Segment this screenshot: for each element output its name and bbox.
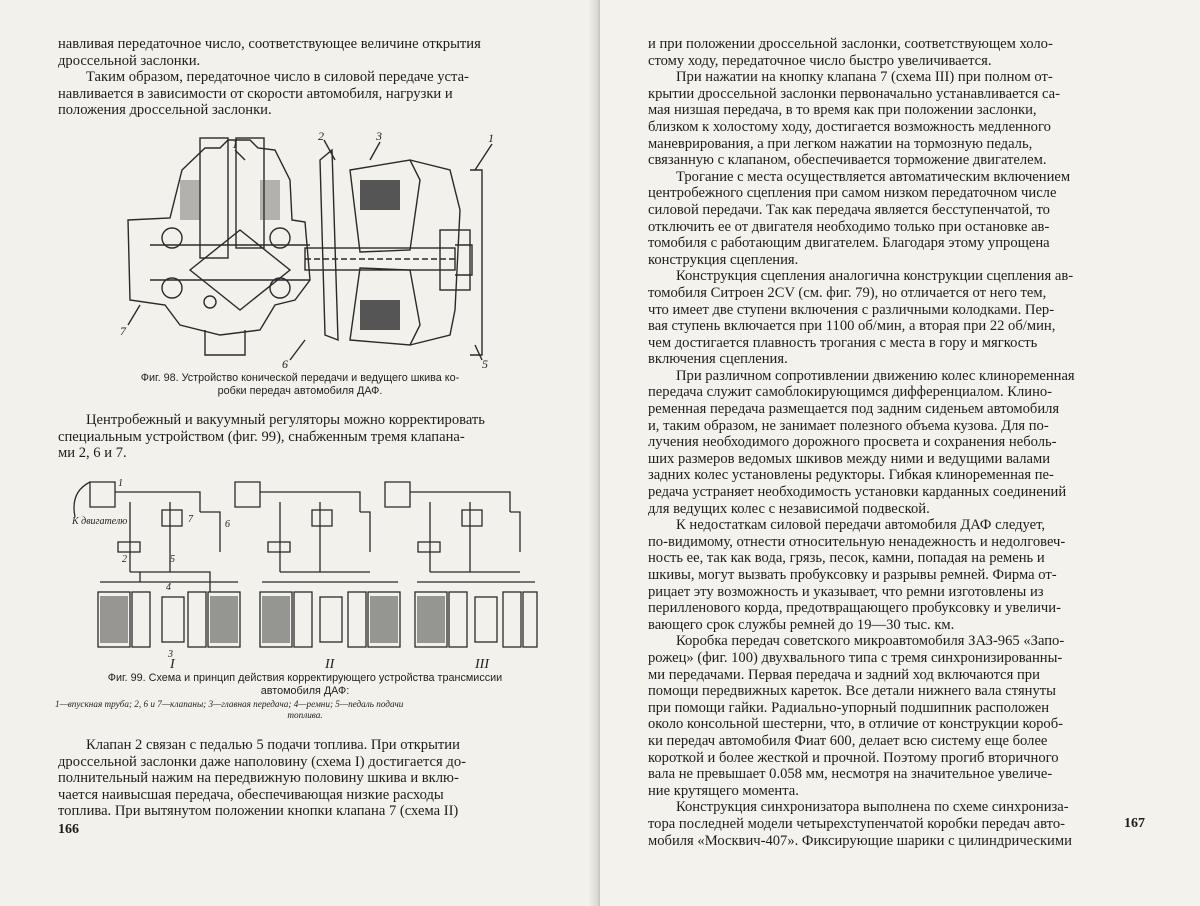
figure-99-legend [55, 699, 555, 721]
text-line: вая ступень включается при 1100 об/мин, а вторая при 22 об/мин, [648, 318, 1056, 335]
legend-line: топлива. [287, 710, 323, 720]
text-line: мая низшая передача, в то время как при положении заслонки, [648, 102, 1037, 119]
text-line: стому ходу, передаточное число быстро увеличивается. [648, 52, 992, 69]
text-line: ми 2, 6 и 7. [58, 445, 127, 462]
fig99-label-4: 4 [166, 582, 171, 593]
figure-99-caption [55, 672, 555, 697]
text-line: передача служит самоблокирующимся дифференциалом. Клино- [648, 384, 1053, 401]
text-line: мобиля «Москвич-407». Фиксирующие шарики с цилиндрическими [648, 832, 1072, 849]
text-line: ших размеров ведомых шкивов между ними и ведущими валами [648, 450, 1051, 467]
text-line: Клапан 2 связан с педалью 5 подачи топлива. При открытии [86, 737, 460, 753]
text-line: положения дроссельной заслонки. [58, 102, 272, 119]
text-line: и, таким образом, не занимает полезного объема кузова. Для по- [648, 417, 1049, 434]
text-line: силовой передачи. Так как передача является бесступенчатой, то [648, 201, 1050, 218]
fig99-scheme-III: III [475, 657, 489, 672]
text-line: шкивы, могут вызвать пробуксовку и разрывы ремней. Фирма от- [648, 567, 1057, 583]
fig99-label-6: 6 [225, 519, 230, 530]
figure-99-diagram [70, 472, 540, 672]
right-page-text [648, 36, 1154, 849]
fig99-label-7: 7 [188, 514, 193, 525]
fig99-label-3: 3 [168, 649, 173, 660]
text-line: Конструкция сцепления аналогична конструкции сцепления ав- [676, 268, 1074, 285]
text-line: Коробка передач советского микроавтомобиля ЗАЗ-965 «Запо- [676, 633, 1065, 650]
figure-98-caption [90, 372, 510, 397]
text-line: ность ее, так как вода, грязь, песок, камни, попадая на ремень и [648, 550, 1045, 567]
text-line: При различном сопротивлении движению колес клиноременная [676, 367, 1075, 384]
fig98-label-7: 7 [120, 324, 126, 338]
text-line: Трогание с места осуществляется автоматическим включением [676, 168, 1071, 185]
figure-98-drawing [110, 130, 500, 370]
fig98-label-2: 2 [318, 130, 324, 143]
text-line: вала не превышает 0.058 мм, несмотря на значительное увеличе- [648, 766, 1053, 783]
left-paragraph-1 [58, 36, 554, 119]
text-line: лучения необходимого дорожного просвета и сохранения неболь- [648, 434, 1057, 451]
text-line: топлива. При вытянутом положении кнопки клапана 7 (схема II) [58, 803, 459, 820]
text-line: дроссельной заслонки даже наполовину (схема I) достигается до- [58, 753, 466, 770]
text-line: короткой и более жесткой и прочной. Поэтому прогиб вторичного [648, 749, 1059, 766]
legend-line: 1—впускная труба; 2, 6 и 7—клапаны; 3—главная передача; 4—ремни; 5—педаль подачи [55, 699, 404, 709]
text-line: около консольной шестерни, что, в отличие от конструкции короб- [648, 716, 1064, 733]
text-line: и при положении дроссельной заслонки, соответствующем холо- [648, 36, 1053, 52]
fig98-label-5: 5 [482, 357, 488, 370]
text-line: ременная передача размещается под задним сиденьем автомобиля [648, 401, 1060, 418]
fig98-label-3: 3 [376, 130, 382, 143]
text-line: конструкция сцепления. [648, 251, 799, 268]
fig99-label-2: 2 [122, 554, 127, 565]
text-line: тора последней модели четырехступенчатой коробки передач авто- [648, 815, 1065, 832]
text-line: маневрирования, а при легком нажатии на тормозную педаль, [648, 135, 1033, 152]
text-line: Конструкция синхронизатора выполнена по схеме синхрониза- [676, 799, 1069, 816]
text-line: центробежного сцепления при самом низком передаточном числе [648, 185, 1057, 202]
text-line: ние крутящего момента. [648, 782, 799, 799]
text-line: перилленового корда, предотвращающего пробуксовку и увеличи- [648, 600, 1061, 617]
fig99-scheme-I: I [170, 657, 175, 672]
text-line: чается наивысшая передача, обеспечивающая низкие расходы [58, 786, 444, 803]
text-line: рожец» (фиг. 100) двухвального типа с тремя синхронизированны- [648, 649, 1063, 666]
text-line: при помощи гайки. Радиально-упорный подшипник расположен [648, 699, 1050, 716]
text-line: полнительный нажим на передвижную половину шкива и вклю- [58, 770, 459, 787]
text-line: рицает эту возможность и указывает, что ремни изготовлены из [648, 583, 1044, 600]
text-line: дроссельной заслонки. [58, 52, 201, 69]
text-line: Таким образом, передаточное число в силовой передаче уста- [86, 69, 469, 86]
fig98-label-1: 1 [232, 137, 238, 151]
left-page [0, 0, 598, 906]
fig99-scheme-II: II [325, 657, 335, 672]
text-line: чем достигается плавность трогания с места в гору и мягкость [648, 334, 1038, 351]
caption-line: автомобиля ДАФ: [260, 684, 350, 697]
text-line: томобиля с работающим двигателем. Благодаря этому упрощена [648, 235, 1050, 252]
text-line: К недостаткам силовой передачи автомобиля ДАФ следует, [676, 517, 1046, 534]
text-line: крытии дроссельной заслонки первоначально устанавливается са- [648, 85, 1060, 102]
text-line: ми передачами. Первая передача и задний ход включаются при [648, 666, 1040, 683]
text-line: Центробежный и вакуумный регуляторы можно корректировать [86, 412, 485, 428]
text-line: При нажатии на кнопку клапана 7 (схема III) при полном от- [676, 69, 1053, 86]
fig98-label-1b: 1 [488, 131, 494, 145]
fig99-engine-label: К двигателю [72, 516, 128, 527]
fig99-label-1: 1 [118, 478, 123, 489]
text-line: по-видимому, отнести относительную ненадежность и недолговеч- [648, 533, 1066, 550]
page-number-right: 167 [1124, 816, 1145, 831]
text-line: включения сцепления. [648, 351, 788, 368]
left-paragraph-3 [58, 412, 554, 462]
page-number-left: 166 [58, 822, 79, 837]
text-line: помощи передвижных кареток. Все детали нижнего вала стянуты [648, 683, 1056, 700]
left-paragraph-4 [58, 737, 554, 820]
text-line: что имеет две ступени включения с различными колодками. Пер- [648, 301, 1055, 318]
text-line: навливается в зависимости от скорости автомобиля, нагрузки и [58, 85, 453, 102]
text-line: для ведущих колес с независимой подвеской. [648, 500, 930, 517]
text-line: томобиля Ситроен 2CV (см. фиг. 79), но отличается от него тем, [648, 284, 1047, 301]
text-line: специальным устройством (фиг. 99), снабженным тремя клапана- [58, 428, 465, 445]
text-line: ки передач автомобиля Фиат 600, делает всю систему еще более [648, 732, 1048, 749]
text-line: вающего срок службы ремней до 19—30 тыс. км. [648, 616, 955, 633]
caption-line: робки передач автомобиля ДАФ. [217, 384, 383, 397]
text-line: близком к холостому ходу, достигается возможность медленного [648, 118, 1051, 135]
text-line: задних колес установлены редукторы. Гибкая клиноременная пе- [648, 467, 1054, 484]
fig99-label-5: 5 [170, 554, 175, 565]
text-line: навливая передаточное число, соответствующее величине открытия [58, 36, 481, 52]
text-line: отключить ее от двигателя необходимо только при остановке ав- [648, 218, 1050, 235]
caption-line: Фиг. 99. Схема и принцип действия корректирующего устройства трансмиссии [107, 672, 503, 684]
fig98-label-6: 6 [282, 357, 288, 370]
right-page [600, 0, 1200, 906]
caption-line: Фиг. 98. Устройство конической передачи и ведущего шкива ко- [140, 372, 460, 384]
text-line: связанную с клапаном, обеспечивается торможение двигателем. [648, 152, 1047, 169]
text-line: редача устраняет необходимость установки карданных соединений [648, 484, 1067, 501]
